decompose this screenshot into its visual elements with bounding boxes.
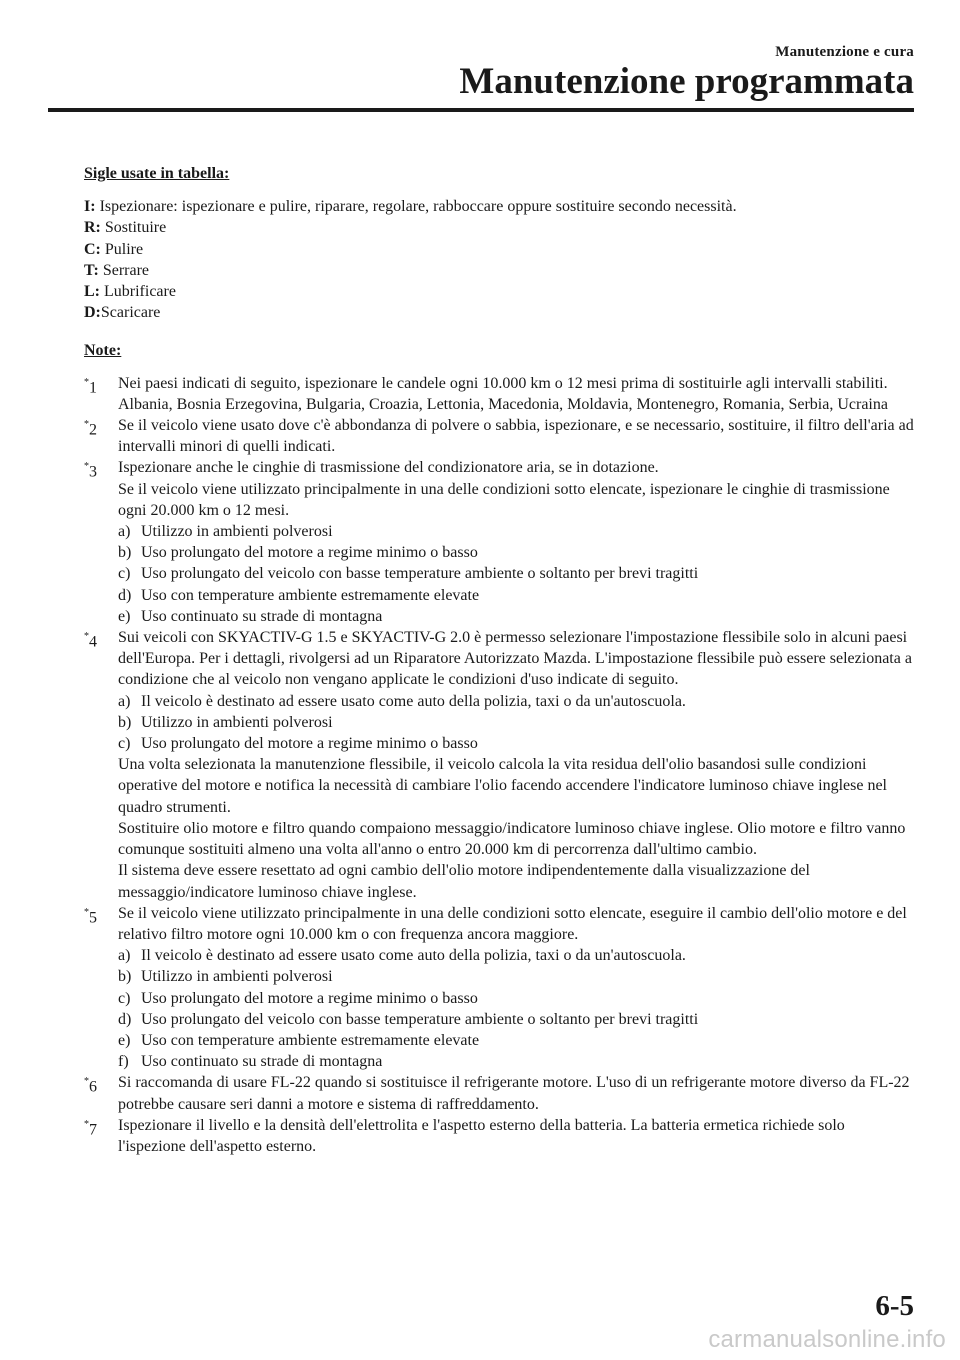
watermark: carmanualsonline.info xyxy=(708,1326,946,1353)
note-marker: * xyxy=(84,419,89,431)
list-item-text: Uso prolungato del motore a regime minimo o basso xyxy=(141,544,478,562)
list-item xyxy=(118,691,914,712)
notes-heading: Note: xyxy=(84,342,122,360)
list-item xyxy=(118,945,914,966)
abbreviation-key: L: xyxy=(84,283,100,301)
header-rule xyxy=(48,108,914,112)
abbreviation-row xyxy=(84,239,914,260)
note-6 xyxy=(84,1072,914,1114)
list-item xyxy=(118,1030,914,1051)
abbreviation-row xyxy=(84,260,914,281)
abbreviation-key: C: xyxy=(84,240,101,258)
note-marker: * xyxy=(84,1076,89,1088)
note-number xyxy=(84,415,118,457)
header-section-label: Manutenzione e cura xyxy=(775,44,914,60)
note-marker: * xyxy=(84,631,89,643)
note-marker: * xyxy=(84,376,89,388)
list-item xyxy=(118,1051,914,1072)
note-body xyxy=(118,373,914,415)
list-item-text: Uso prolungato del motore a regime minimo o basso xyxy=(141,735,478,753)
list-item-letter: b) xyxy=(118,544,132,562)
list-item-letter: d) xyxy=(118,1010,132,1028)
note-text: Sostituire olio motore e filtro quando compaiono messaggio/indicatore luminoso chiave inglese. Olio motore e filtro vanno comunque sostituiti almeno una volta all'anno o entro 20.000 km di percorrenza dall'ultimo cambio. xyxy=(118,819,906,859)
list-item-letter: c) xyxy=(118,565,131,583)
abbreviation-row xyxy=(84,217,914,238)
list-item-letter: a) xyxy=(118,947,131,965)
list-item xyxy=(118,563,914,584)
note-number xyxy=(84,1115,118,1157)
list-item-letter: c) xyxy=(118,735,131,753)
note-number-value: 6 xyxy=(89,1078,97,1096)
note-number-value: 1 xyxy=(89,378,97,396)
note-text: Se il veicolo viene utilizzato principalmente in una delle condizioni sotto elencate, ispezionare le cinghie di trasmissione ogni 20.000 km o 12 mesi. xyxy=(118,480,890,519)
note-number-value: 2 xyxy=(89,421,97,439)
abbreviation-row xyxy=(84,302,914,323)
note-body xyxy=(118,1115,914,1157)
note-number-value: 3 xyxy=(89,463,97,481)
note-marker: * xyxy=(84,461,89,473)
abbreviation-text: Ispezionare: ispezionare e pulire, riparare, regolare, rabboccare oppure sostituire secondo necessità. xyxy=(95,198,737,216)
note-text: Una volta selezionata la manutenzione flessibile, il veicolo calcola la vita residua dell'olio basandosi sulle condizioni operative del motore e notifica la necessità di cambiare l'olio facendo accendere l'indicatore luminoso chiave inglese nel quadro strumenti. xyxy=(118,756,887,816)
note-number xyxy=(84,1072,118,1114)
note-body xyxy=(118,1072,914,1114)
note-marker: * xyxy=(84,906,89,918)
abbreviation-text: Sostituire xyxy=(100,219,167,237)
note-text: Ispezionare anche le cinghie di trasmissione del condizionatore aria, se in dotazione. xyxy=(118,459,659,477)
list-item-text: Uso prolungato del veicolo con basse temperature ambiente o soltanto per brevi tragitti xyxy=(141,1010,699,1028)
note-number xyxy=(84,627,118,903)
list-item-letter: c) xyxy=(118,989,131,1007)
list-item xyxy=(118,733,914,754)
note-5 xyxy=(84,903,914,1073)
list-item xyxy=(118,521,914,542)
note-text: Se il veicolo viene usato dove c'è abbondanza di polvere o sabbia, ispezionare, e se necessario, sostituire, il filtro dell'aria ad intervalli minori di quelli indicati. xyxy=(118,417,914,456)
list-item-letter: e) xyxy=(118,1031,131,1049)
abbreviations-list xyxy=(84,196,914,323)
list-item xyxy=(118,966,914,987)
list-item xyxy=(118,988,914,1009)
page-content xyxy=(84,163,914,1157)
list-item xyxy=(118,606,914,627)
list-item-letter: b) xyxy=(118,713,132,731)
list-item-letter: a) xyxy=(118,523,131,541)
list-item-text: Uso prolungato del motore a regime minimo o basso xyxy=(141,989,478,1007)
list-item-text: Il veicolo è destinato ad essere usato come auto della polizia, taxi o da un'autoscuola. xyxy=(141,947,686,965)
list-item-letter: d) xyxy=(118,586,132,604)
list-item-text: Uso continuato su strade di montagna xyxy=(141,1053,383,1071)
note-text: Se il veicolo viene utilizzato principalmente in una delle condizioni sotto elencate, eseguire il cambio dell'olio motore e del relativo filtro motore ogni 10.000 km o con frequenza ancora maggiore. xyxy=(118,904,907,943)
list-item xyxy=(118,542,914,563)
list-item-text: Il veicolo è destinato ad essere usato come auto della polizia, taxi o da un'autoscuola. xyxy=(141,692,686,710)
list-item-text: Utilizzo in ambienti polverosi xyxy=(141,713,333,731)
note-body xyxy=(118,627,914,903)
note-number xyxy=(84,373,118,415)
list-item-letter: f) xyxy=(118,1053,129,1071)
abbreviations-heading: Sigle usate in tabella: xyxy=(84,165,230,182)
note-text: Nei paesi indicati di seguito, ispezionare le candele ogni 10.000 km o 12 mesi prima di sostituirle agli intervalli stabiliti. xyxy=(118,374,888,392)
abbreviation-text: Lubrificare xyxy=(100,283,176,301)
page-number: 6-5 xyxy=(875,1290,914,1322)
list-item-letter: b) xyxy=(118,968,132,986)
note-body xyxy=(118,415,914,457)
abbreviation-row xyxy=(84,196,914,217)
list-item-letter: e) xyxy=(118,607,131,625)
list-item xyxy=(118,712,914,733)
abbreviation-text: Pulire xyxy=(100,240,144,258)
abbreviation-key: I: xyxy=(84,198,96,216)
note-1 xyxy=(84,373,914,415)
note-number xyxy=(84,903,118,1073)
list-item-text: Uso prolungato del veicolo con basse temperature ambiente o soltanto per brevi tragitti xyxy=(141,565,699,583)
list-item-letter: a) xyxy=(118,692,131,710)
list-item xyxy=(118,1009,914,1030)
abbreviation-text: Scaricare xyxy=(100,304,161,322)
list-item-text: Utilizzo in ambienti polverosi xyxy=(141,523,333,541)
list-item-text: Uso continuato su strade di montagna xyxy=(141,607,383,625)
page-title: Manutenzione programmata xyxy=(459,61,914,102)
note-number xyxy=(84,457,118,627)
abbreviation-key: D: xyxy=(84,304,101,322)
list-item-text: Utilizzo in ambienti polverosi xyxy=(141,968,333,986)
note-text: Il sistema deve essere resettato ad ogni cambio dell'olio motore indipendentemente dalla visualizzazione del messaggio/indicatore luminoso chiave inglese. xyxy=(118,862,810,901)
list-item xyxy=(118,585,914,606)
note-text: Sui veicoli con SKYACTIV-G 1.5 e SKYACTIV-G 2.0 è permesso selezionare l'impostazione flessibile solo in alcuni paesi dell'Europa. Per i dettagli, rivolgersi ad un Riparatore Autorizzato Mazda. L'impostazione flessibile può essere selezionata a condizione che al veicolo non vengano applicate le condizioni d'uso indicate di seguito. xyxy=(118,629,912,689)
note-text: Si raccomanda di usare FL-22 quando si sostituisce il refrigerante motore. L'uso di un refrigerante motore diverso da FL-22 potrebbe causare seri danni a motore e sistema di raffreddamento. xyxy=(118,1074,910,1113)
abbreviation-key: T: xyxy=(84,261,99,279)
note-marker: * xyxy=(84,1118,89,1130)
list-item-text: Uso con temperature ambiente estremamente elevate xyxy=(141,1031,480,1049)
abbreviation-key: R: xyxy=(84,219,101,237)
abbreviation-row xyxy=(84,281,914,302)
note-number-value: 5 xyxy=(89,909,97,927)
abbreviation-text: Serrare xyxy=(98,261,149,279)
note-4 xyxy=(84,627,914,903)
note-text: Albania, Bosnia Erzegovina, Bulgaria, Croazia, Lettonia, Macedonia, Moldavia, Montenegro, Romania, Serbia, Ucraina xyxy=(118,395,888,413)
note-number-value: 7 xyxy=(89,1121,97,1139)
list-item-text: Uso con temperature ambiente estremamente elevate xyxy=(141,586,480,604)
note-7 xyxy=(84,1115,914,1157)
note-body xyxy=(118,903,914,1073)
note-3 xyxy=(84,457,914,627)
note-body xyxy=(118,457,914,627)
note-2 xyxy=(84,415,914,457)
note-text: Ispezionare il livello e la densità dell'elettrolita e l'aspetto esterno della batteria. La batteria ermetica richiede solo l'ispezione dell'aspetto esterno. xyxy=(118,1116,845,1155)
note-number-value: 4 xyxy=(89,633,97,651)
